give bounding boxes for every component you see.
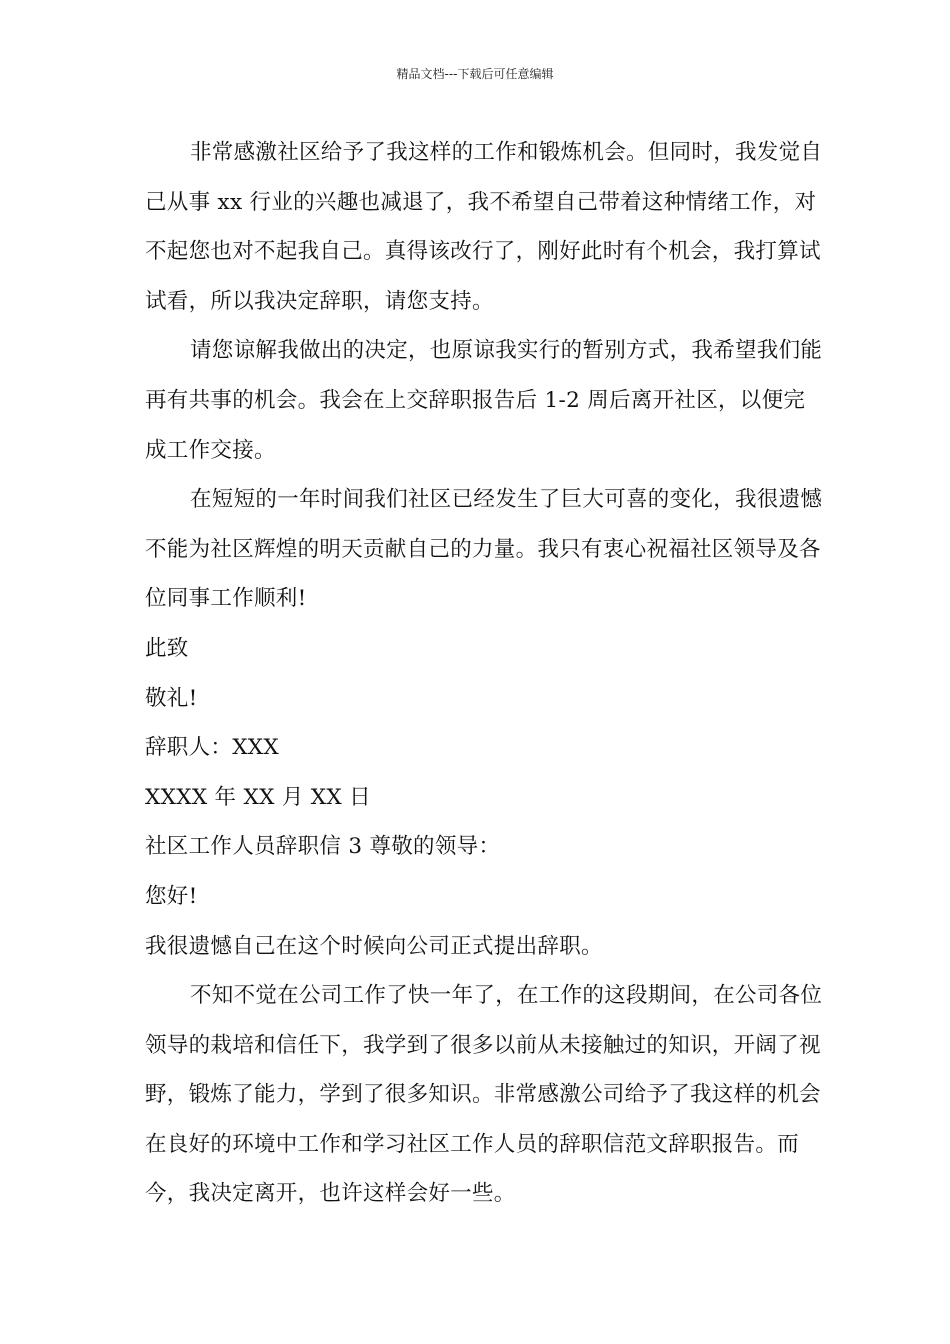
date-line: XXXX 年 XX 月 XX 日 [145,784,371,810]
paragraph-reflection: 不知不觉在公司工作了快一年了，在工作的这段期间，在公司各位领导的栽培和信任下，我学到了很多以前从未接触过的知识，开阔了视野，锻炼了能力，学到了很多知识。非常感激公司给予了我这样的机会在良好的环境中工作和学习社区工作人员的辞职信范文辞职报告。而今，我决定离开，也许这样会好一些。 [145,983,823,1207]
closing-regards: 敬礼! [145,685,198,711]
paragraph-resignation: 我很遗憾自己在这个时候向公司正式提出辞职。 [145,933,603,959]
document-body [145,128,825,1219]
greeting-line: 您好! [145,883,198,909]
signer-line: 辞职人：XXX [145,735,280,761]
page-header: 精品文档---下载后可任意编辑 [396,67,554,81]
paragraph-understanding: 请您谅解我做出的决定，也原谅我实行的暂别方式，我希望我们能再有共事的机会。我会在上交辞职报告后 1-2 周后离开社区，以便完成工作交接。 [145,338,823,463]
closing-salutation: 此致 [145,635,189,661]
paragraph-wishes: 在短短的一年时间我们社区已经发生了巨大可喜的变化，我很遗憾不能为社区辉煌的明天贡献自己的力量。我只有衷心祝福社区领导及各位同事工作顺利! [145,487,823,612]
letter-heading: 社区工作人员辞职信 3 尊敬的领导： [145,834,501,860]
paragraph-gratitude: 非常感激社区给予了我这样的工作和锻炼机会。但同时，我发觉自己从事 xx 行业的兴趣也减退了，我不希望自己带着这种情绪工作，对不起您也对不起我自己。真得该改行了，刚好此时有个机会，我打算试试看，所以我决定辞职，请您支持。 [145,140,823,314]
